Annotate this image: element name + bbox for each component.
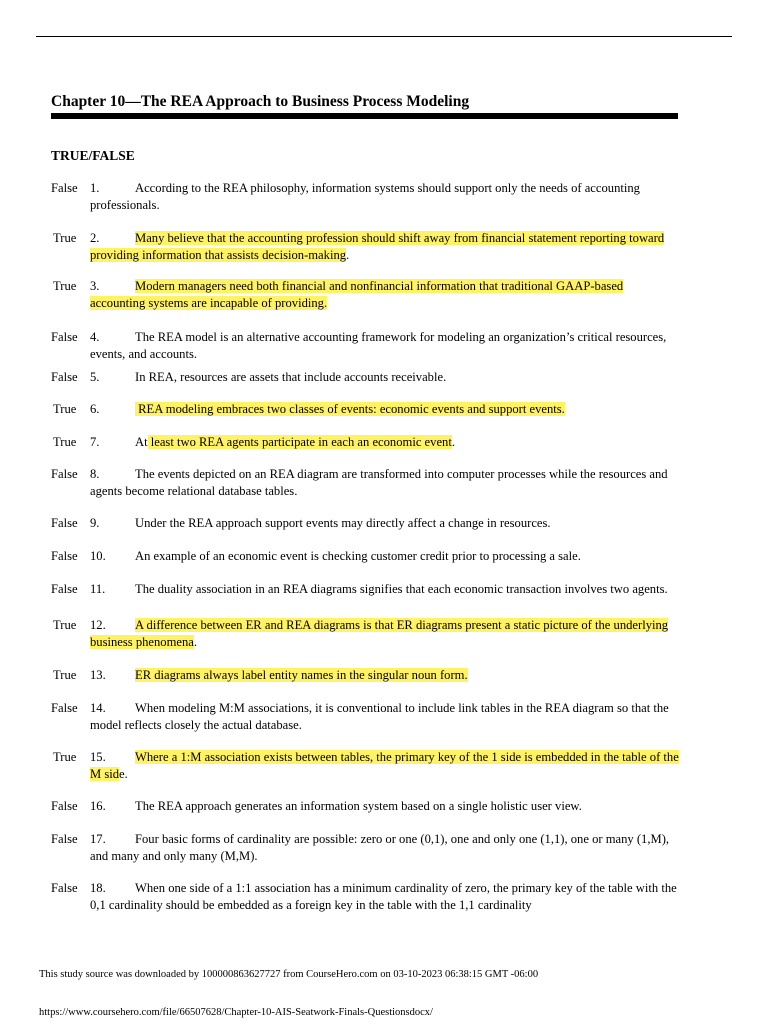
question-text-highlighted: least two REA agents participate in each an economic event	[147, 435, 452, 449]
question-item	[51, 700, 681, 733]
question-text-post: .	[346, 247, 350, 262]
question-text-post: An example of an economic event is checking customer credit prior to processing a sale.	[135, 549, 581, 563]
question-text-post: .	[451, 435, 455, 449]
answer-label: True	[53, 668, 77, 682]
question-text-post: In REA, resources are assets that include accounts receivable.	[135, 370, 447, 384]
question-item	[51, 617, 681, 650]
question-item	[51, 831, 681, 864]
question-number: 10.	[90, 549, 106, 563]
title-bar	[51, 113, 678, 119]
answer-label: False	[51, 516, 78, 530]
question-text-highlighted: Many believe that the accounting profession should shift away from financial statement reporting toward providing information that assists decision-making	[90, 231, 665, 262]
question-number: 12.	[90, 618, 106, 632]
question-number: 15.	[90, 750, 106, 764]
question-number: 8.	[90, 467, 100, 481]
question-text	[90, 515, 681, 532]
download-note: This study source was downloaded by 100000863627727 from CourseHero.com on 03-10-2023 06:38:15 GMT -06:00	[39, 969, 539, 980]
question-text-post: According to the REA philosophy, information systems should support only the needs of accounting professionals.	[90, 181, 640, 212]
answer-label: False	[51, 881, 78, 895]
question-item	[51, 548, 681, 565]
answer-label: True	[53, 435, 77, 449]
answer-label: True	[53, 402, 77, 416]
question-item	[51, 180, 681, 213]
answer-label: False	[51, 701, 78, 715]
question-text	[90, 329, 681, 362]
question-number: 16.	[90, 799, 106, 813]
question-number: 18.	[90, 881, 106, 895]
question-item	[51, 230, 681, 263]
question-text-post: When modeling M:M associations, it is conventional to include link tables in the REA diagram so that the model reflects closely the actual database.	[90, 701, 669, 732]
question-text	[90, 180, 681, 213]
question-text-post: .	[193, 634, 198, 649]
question-number: 4.	[90, 330, 100, 344]
question-number: 2.	[90, 231, 100, 245]
question-item	[51, 749, 681, 782]
question-text-highlighted: Where a 1:M association exists between tables, the primary key of the 1 side is embedded in the table of the M sid	[90, 750, 679, 781]
question-number: 13.	[90, 668, 106, 682]
question-item	[51, 667, 681, 684]
question-text	[90, 880, 681, 913]
question-number: 3.	[90, 279, 100, 293]
question-item	[51, 798, 681, 815]
question-item	[51, 581, 681, 598]
answer-label: False	[51, 330, 78, 344]
question-item	[51, 369, 681, 386]
question-text	[90, 831, 681, 864]
question-item	[51, 401, 681, 418]
question-number: 17.	[90, 832, 106, 846]
question-text-post: The REA approach generates an information system based on a single holistic user view.	[135, 799, 582, 813]
answer-label: True	[53, 279, 77, 293]
answer-label: False	[51, 467, 78, 481]
question-text-highlighted: ER diagrams always label entity names in the singular noun form.	[135, 668, 468, 682]
question-text	[90, 548, 681, 565]
question-text	[90, 667, 681, 684]
answer-label: False	[51, 549, 78, 563]
question-item	[51, 278, 681, 311]
question-text-post: Four basic forms of cardinality are possible: zero or one (0,1), one and only one (1,1), one or many (1,M), and many and only many (M,M).	[90, 832, 670, 863]
question-item	[51, 466, 681, 499]
question-text	[90, 434, 681, 451]
section-heading: TRUE/FALSE	[51, 148, 135, 163]
question-text	[90, 401, 681, 418]
question-item	[51, 434, 681, 451]
question-number: 5.	[90, 370, 100, 384]
question-text	[90, 581, 681, 598]
question-text-pre: At	[135, 435, 148, 449]
question-item	[51, 515, 681, 532]
question-text	[90, 798, 681, 815]
chapter-title: Chapter 10—The REA Approach to Business Process Modeling	[51, 93, 470, 110]
question-number: 9.	[90, 516, 100, 530]
top-rule	[36, 36, 732, 37]
question-text-post: The duality association in an REA diagrams signifies that each economic transaction involves two agents.	[135, 582, 668, 596]
answer-label: False	[51, 370, 78, 384]
question-text	[90, 230, 681, 263]
question-text-post: Under the REA approach support events may directly affect a change in resources.	[135, 516, 551, 530]
question-text	[90, 700, 681, 733]
answer-label: True	[53, 618, 77, 632]
question-number: 7.	[90, 435, 100, 449]
answer-label: False	[51, 799, 78, 813]
question-item	[51, 329, 681, 362]
answer-label: True	[53, 750, 77, 764]
question-text	[90, 278, 681, 311]
question-number: 11.	[90, 582, 106, 596]
question-text-post: When one side of a 1:1 association has a minimum cardinality of zero, the primary key of the table with the 0,1 cardinality should be embedded as a foreign key in the table with the 1,1 cardinality	[90, 881, 677, 912]
question-text	[90, 749, 681, 782]
question-number: 6.	[90, 402, 100, 416]
question-number: 14.	[90, 701, 106, 715]
question-text	[90, 369, 681, 386]
source-url[interactable]: https://www.coursehero.com/file/66507628/Chapter-10-AIS-Seatwork-Finals-Questionsdocx/	[39, 1007, 433, 1018]
question-number: 1.	[90, 181, 100, 195]
question-text-highlighted: A difference between ER and REA diagrams is that ER diagrams present a static picture of the underlying business phenomena	[90, 618, 669, 649]
question-text	[90, 617, 681, 650]
answer-label: True	[53, 231, 77, 245]
answer-label: False	[51, 832, 78, 846]
question-text-post: The REA model is an alternative accounting framework for modeling an organization’s critical resources, events, and accounts.	[90, 330, 667, 361]
question-text-highlighted: Modern managers need both financial and nonfinancial information that traditional GAAP-based accounting systems are incapable of providing.	[90, 279, 624, 310]
answer-label: False	[51, 181, 78, 195]
question-text-highlighted: REA modeling embraces two classes of events: economic events and support events.	[135, 402, 565, 416]
question-text	[90, 466, 681, 499]
question-text-post: e.	[119, 766, 128, 781]
question-text-post: The events depicted on an REA diagram are transformed into computer processes while the resources and agents become relational database tables.	[90, 467, 668, 498]
question-item	[51, 880, 681, 913]
answer-label: False	[51, 582, 78, 596]
